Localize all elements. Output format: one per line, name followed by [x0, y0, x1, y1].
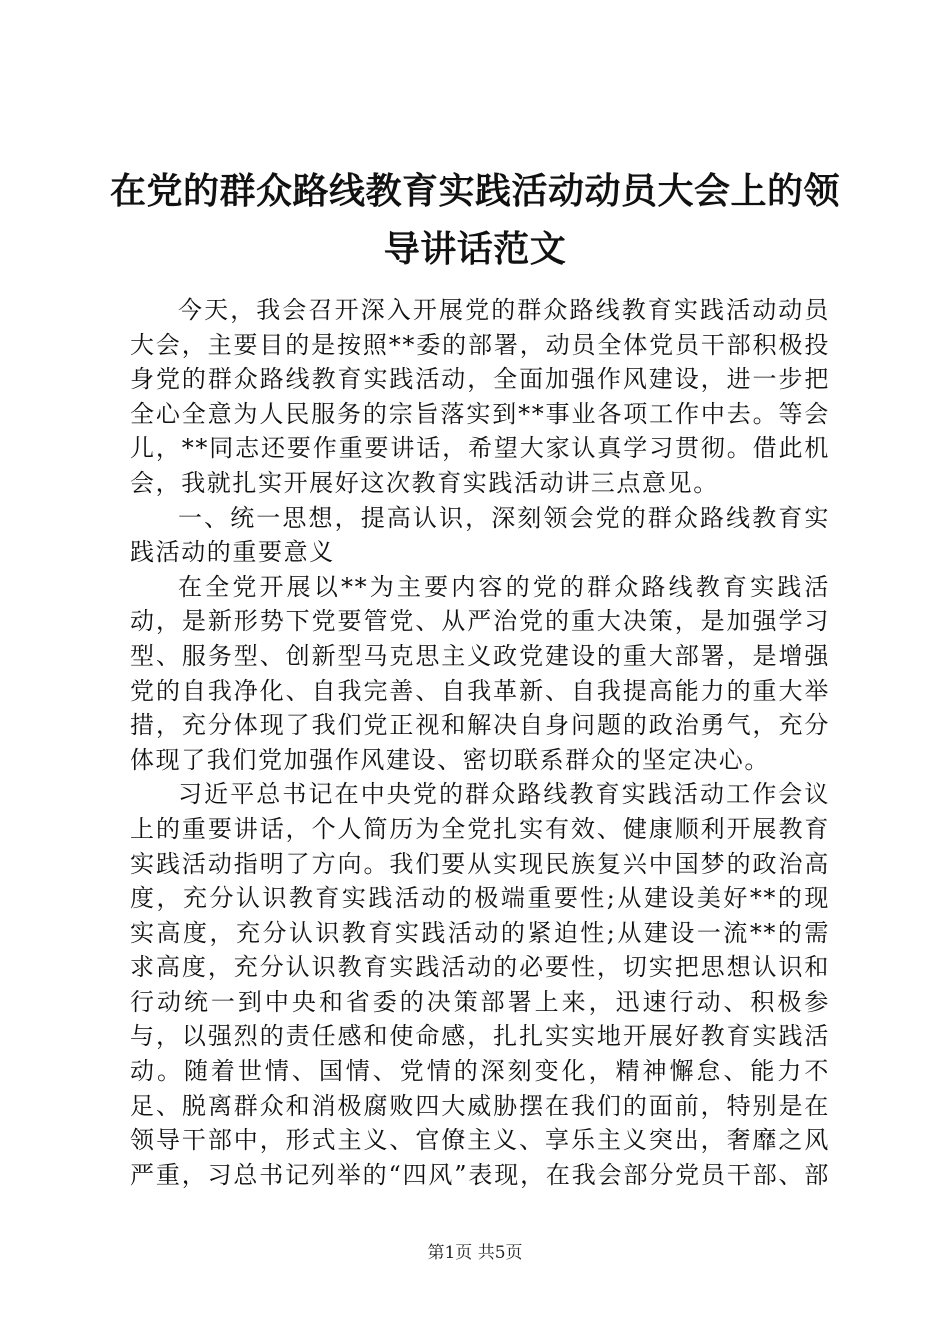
document-title: 在党的群众路线教育实践活动动员大会上的领导讲话范文	[109, 170, 840, 270]
document-body	[130, 293, 830, 1193]
paragraph-significance: 在全党开展以**为主要内容的党的群众路线教育实践活动，是新形势下党要管党、从严治党的重大决策，是加强学习型、服务型、创新型马克思主义政党建设的重大部署，是增强党的自我净化、自我完善、自我革新、自我提高能力的重大举措，充分体现了我们党正视和解决自身问题的政治勇气，充分体现了我们党加强作风建设、密切联系群众的坚定决心。	[130, 572, 830, 774]
paragraph-intro: 今天，我会召开深入开展党的群众路线教育实践活动动员大会，主要目的是按照**委的部署，动员全体党员干部积极投身党的群众路线教育实践活动，全面加强作风建设，进一步把全心全意为人民服务的宗旨落实到**事业各项工作中去。等会儿，**同志还要作重要讲话，希望大家认真学习贯彻。借此机会，我就扎实开展好这次教育实践活动讲三点意见。	[130, 296, 830, 497]
page-footer: 第1页 共5页	[427, 1243, 523, 1263]
paragraph-xi-speech: 习近平总书记在中央党的群众路线教育实践活动工作会议上的重要讲话，个人简历为全党扎实有效、健康顺利开展教育实践活动指明了方向。我们要从实现民族复兴中国梦的政治高度，充分认识教育实践活动的极端重要性;从建设美好**的现实高度，充分认识教育实践活动的紧迫性;从建设一流**的需求高度，充分认识教育实践活动的必要性，切实把思想认识和行动统一到中央和省委的决策部署上来，迅速行动、积极参与，以强烈的责任感和使命感，扎扎实实地开展好教育实践活动。随着世情、国情、党情的深刻变化，精神懈怠、能力不足、脱离群众和消极腐败四大威胁摆在我们的面前，特别是在领导干部中，形式主义、官僚主义、享乐主义突出，奢靡之风严重，习总书记列举的“四风”表现，在我会部分党员干部、部	[130, 780, 830, 1189]
section-heading-1: 一、统一思想，提高认识，深刻领会党的群众路线教育实践活动的重要意义	[130, 503, 830, 567]
